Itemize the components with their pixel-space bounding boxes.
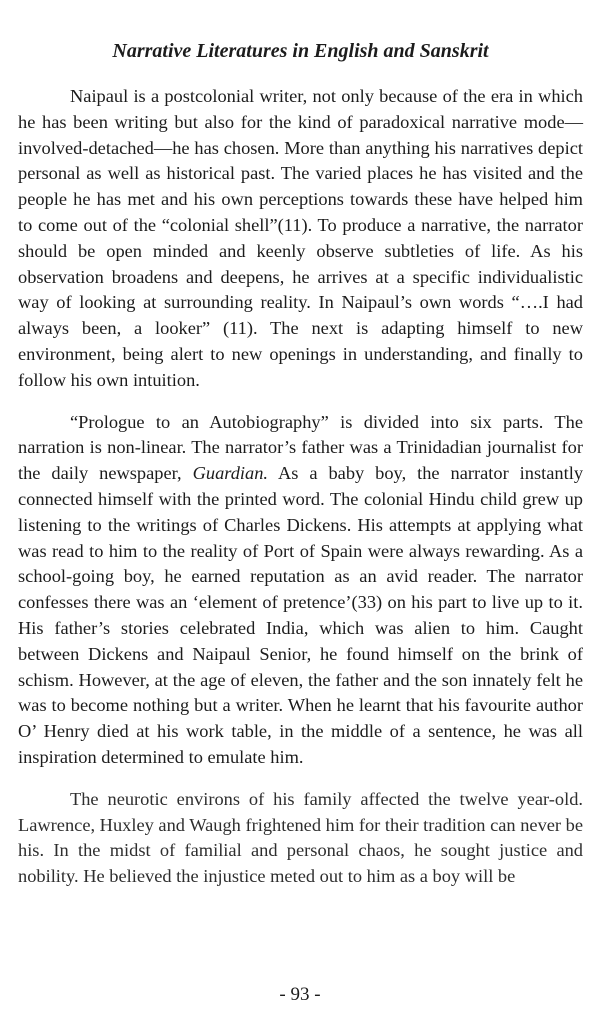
paragraph-3: The neurotic environs of his family affected the twelve year-old. Lawrence, Huxley and Waugh frightened him for their tradition can never be his. In the midst of familial and personal chaos, he sought justice and nobility. He believed the injustice meted out to him as a boy will be (18, 788, 584, 887)
paragraph-1: Naipaul is a postcolonial writer, not only because of the era in which he has been writing but also for the kind of paradoxical narrative mode—involved-detached—he has chosen. More than anything his narratives depict personal as well as historical past. The varied places he has visited and the people he has met and his own perceptions towards these have helped him to come out of the “colonial shell”(11). To produce a narrative, the narrator should be open minded and keenly observe subtleties of life. As his observation broadens and deepens, he arrives at a specific individualistic way of looking at surrounding reality. In Naipaul’s own words “….I had always been, a looker” (11). The next is adapting himself to new environment, being alert to new openings in understanding, and finally to follow his own intuition. (18, 86, 583, 390)
page-number: - 93 - (279, 984, 321, 1005)
paragraph-2-text-after-italic: As a baby boy, the narrator instantly connected himself with the printed word. The colonial Hindu child grew up listening to the writings of Charles Dickens. His attempts at applying what was read to him to the reality of Port of Spain were always rewarding. As a school-going boy, he earned reputation as an avid reader. The narrator confesses there was an ‘element of pretence’(33) on his part to live up to it. His father’s stories celebrated India, which was alien to him. Caught between Dickens and Naipaul Senior, he found himself on the brink of schism. However, at the age of eleven, the father and the son innately felt he was to become nothing but a writer. When he learnt that his favourite author O’ Henry died at his work table, in the middle of a sentence, he was all inspiration determined to emulate him. (18, 463, 584, 767)
paragraph-2-text-before-italic: “Prologue to an Autobiography” is divided into six parts. The narration is non-linear. The narrator’s father was a Trinidadian journalist for the daily newspaper, (18, 411, 583, 484)
running-head-title: Narrative Literatures in English and Sanskrit (112, 40, 489, 62)
newspaper-title-italic: Guardian. (192, 463, 269, 484)
paragraph-2 (18, 410, 583, 771)
